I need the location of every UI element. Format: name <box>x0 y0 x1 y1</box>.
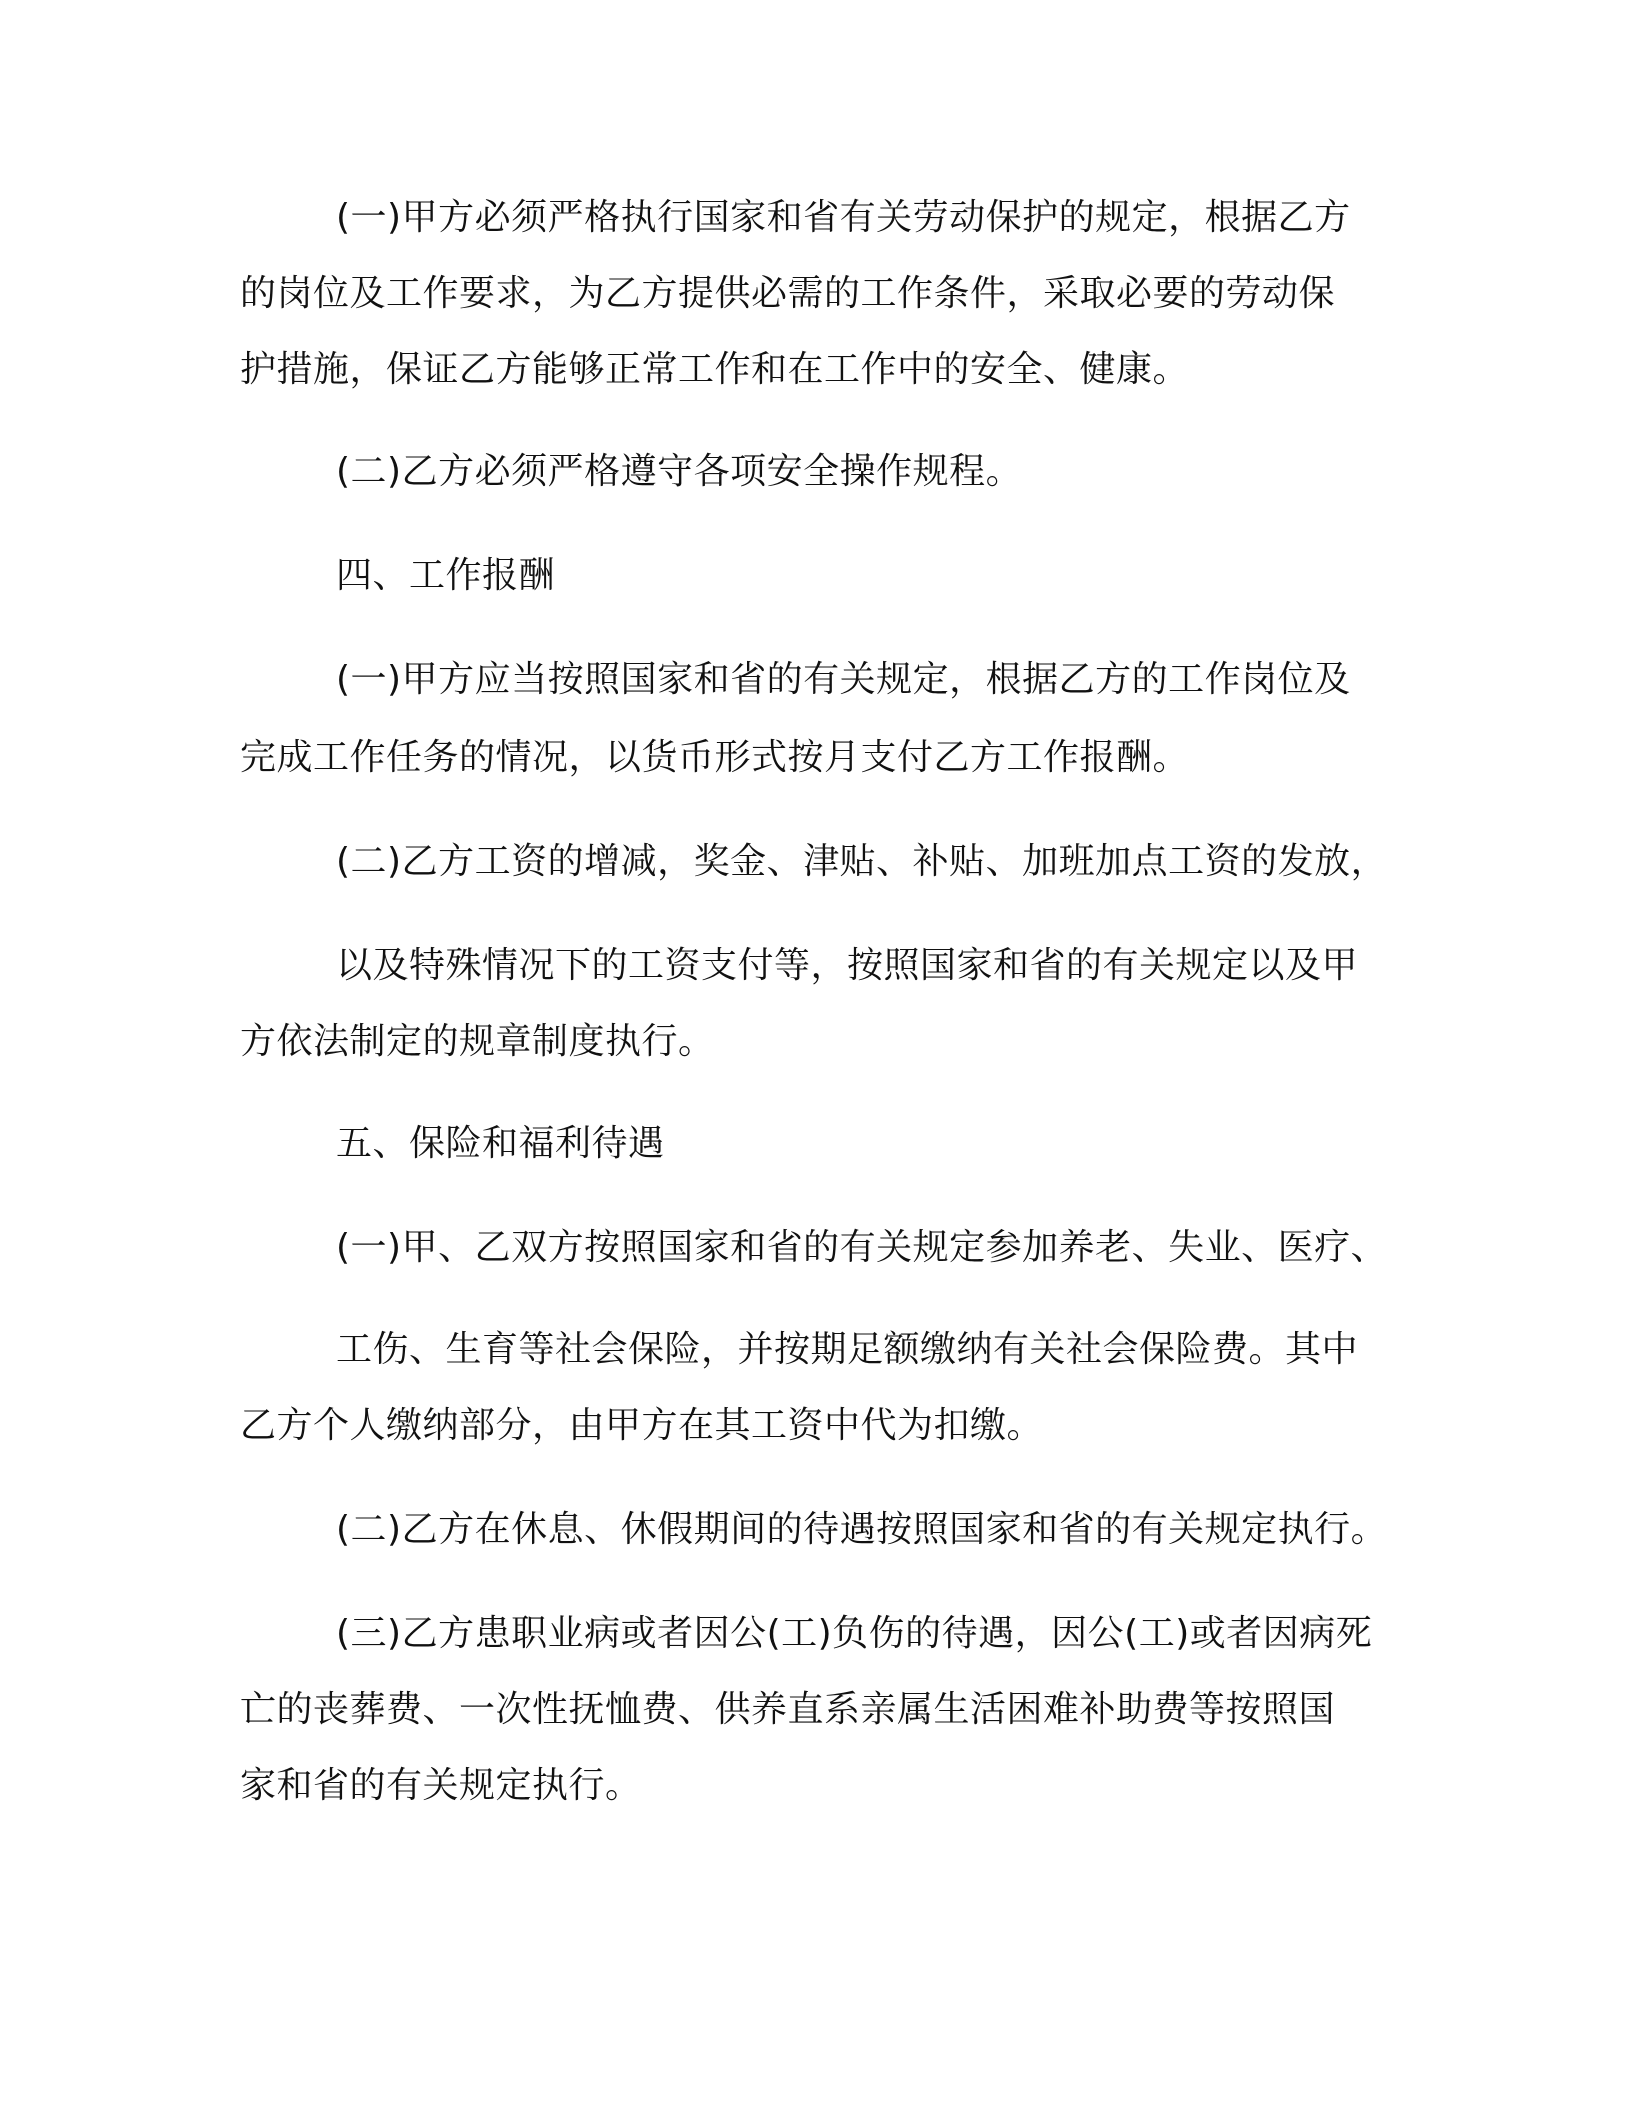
paragraph-line: 的岗位及工作要求，为乙方提供必需的工作条件，采取必要的劳动保 <box>240 273 1336 314</box>
paragraph-line: (一)甲方应当按照国家和省的有关规定，根据乙方的工作岗位及 <box>336 659 1351 700</box>
paragraph-line: 方依法制定的规章制度执行。 <box>240 1021 715 1062</box>
paragraph-line: (二)乙方在休息、休假期间的待遇按照国家和省的有关规定执行。 <box>336 1509 1388 1550</box>
section-heading: 五、保险和福利待遇 <box>336 1123 665 1164</box>
paragraph-line: 完成工作任务的情况，以货币形式按月支付乙方工作报酬。 <box>240 737 1190 778</box>
paragraph-line: 亡的丧葬费、一次性抚恤费、供养直系亲属生活困难补助费等按照国 <box>240 1689 1336 1730</box>
paragraph-line: 以及特殊情况下的工资支付等，按照国家和省的有关规定以及甲 <box>336 945 1359 986</box>
section-heading: 四、工作报酬 <box>336 555 556 596</box>
paragraph-line: 乙方个人缴纳部分，由甲方在其工资中代为扣缴。 <box>240 1405 1044 1446</box>
paragraph-line: (二)乙方必须严格遵守各项安全操作规程。 <box>336 451 1023 492</box>
paragraph-line: 护措施，保证乙方能够正常工作和在工作中的安全、健康。 <box>240 349 1190 390</box>
paragraph-line: (一)甲方必须严格执行国家和省有关劳动保护的规定，根据乙方 <box>336 197 1351 238</box>
paragraph-line: 工伤、生育等社会保险，并按期足额缴纳有关社会保险费。其中 <box>336 1329 1359 1370</box>
paragraph-line: (三)乙方患职业病或者因公(工)负伤的待遇，因公(工)或者因病死 <box>336 1613 1373 1654</box>
paragraph-line: (二)乙方工资的增减，奖金、津贴、补贴、加班加点工资的发放， <box>336 841 1388 882</box>
paragraph-line: (一)甲、乙双方按照国家和省的有关规定参加养老、失业、医疗、 <box>336 1227 1388 1268</box>
paragraph-line: 家和省的有关规定执行。 <box>240 1765 642 1806</box>
